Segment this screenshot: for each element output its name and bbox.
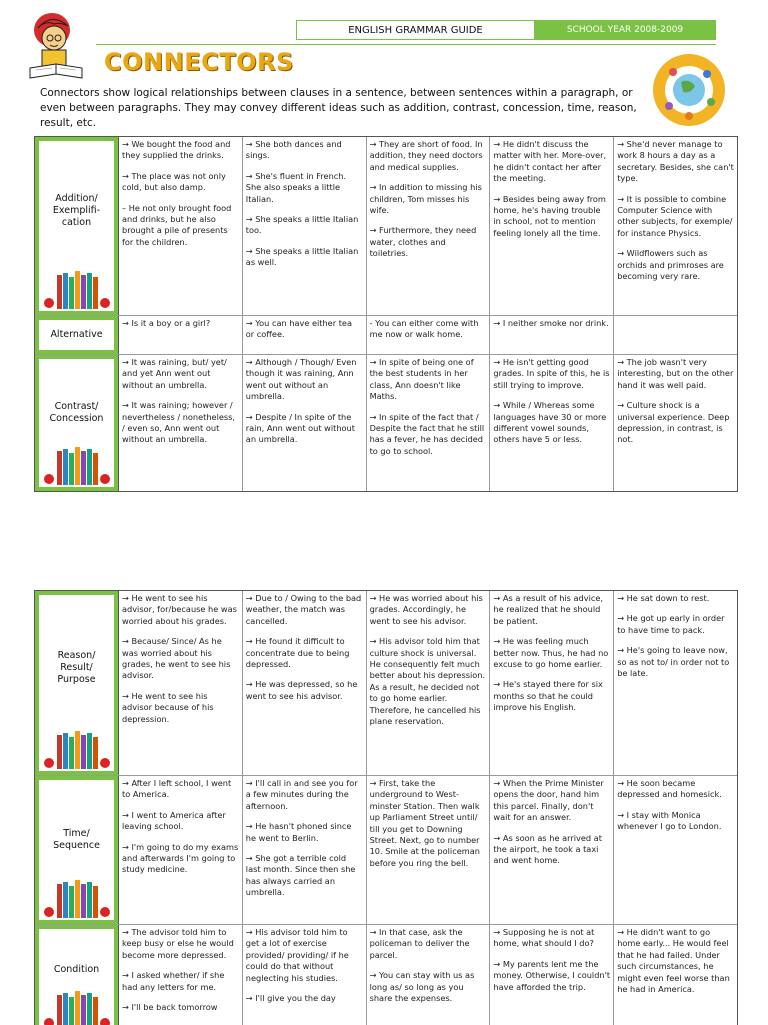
- example-cell: [367, 355, 491, 491]
- example-cell: [490, 137, 614, 315]
- example-text: → She speaks a little Italian too.: [245, 214, 359, 236]
- reading-child-illustration: [24, 8, 88, 84]
- example-cell: [614, 355, 737, 491]
- example-text: → When the Prime Minister opens the door, hand him this parcel. Finally, don't wait for an answer.: [493, 778, 604, 823]
- example-text: → I'll give you the day: [245, 993, 336, 1004]
- example-text: → Supposing he is not at home, what should I do?: [493, 927, 595, 949]
- category-cell: [35, 137, 119, 315]
- example-text: → He got up early in order to have time to pack.: [617, 613, 725, 635]
- example-cell: [119, 316, 243, 354]
- example-text: → Due to / Owing to the bad weather, the match was cancelled.: [245, 593, 362, 626]
- intro-text: Connectors show logical relationships between clauses in a sentence, between sentences within a paragraph, or even between paragraphs. They may convey different ideas such as addition, contrast, concession, time, reason, result, etc.: [40, 87, 637, 129]
- example-cell: [490, 925, 614, 1025]
- books-apple-icon: [43, 267, 111, 309]
- example-text: → As soon as he arrived at the airport, he took a taxi and went home.: [493, 832, 602, 866]
- example-cell: [119, 591, 243, 775]
- example-text: → After I left school, I went to America.: [122, 778, 232, 800]
- category-box: [39, 320, 114, 350]
- row-alternative: [35, 316, 737, 355]
- example-text: → He was worried about his grades. Accordingly, he went to see his advisor.: [369, 593, 483, 626]
- example-text: → You can have either tea or coffee.: [245, 318, 352, 340]
- example-text: → In spite of being one of the best students in her class, Ann doesn't like Maths.: [369, 357, 474, 402]
- example-text: – He not only brought food and drinks, but he also brought a pile of presents for the children.: [122, 202, 232, 247]
- example-text: → She'd never manage to work 8 hours a day as a secretary. Besides, she can't type.: [617, 139, 734, 184]
- example-text: → He didn't want to go home early... He would feel that he had failed. Under such circumstances, he might even feel worse than he had in America.: [617, 927, 730, 995]
- example-cell: [243, 925, 367, 1025]
- example-text: → Furthermore, they need water, clothes and toiletries.: [369, 225, 477, 259]
- example-text: → His advisor told him that culture shock is universal. He consequently felt much better about his depression. As a result, he decided not to go home earlier. Therefore, he cancelled his plane reservation.: [369, 636, 486, 727]
- example-cell: [367, 316, 491, 354]
- category-label: Condition: [53, 964, 100, 975]
- example-text: → The job wasn't very interesting, but on the other hand it was well paid.: [617, 357, 734, 390]
- example-cell: [243, 776, 367, 924]
- category-box: [39, 359, 114, 487]
- example-text: - You can either come with me now or walk home.: [369, 318, 479, 340]
- example-text: → He soon became depressed and homesick.: [617, 778, 722, 800]
- example-text: → In that case, ask the policeman to deliver the parcel.: [369, 927, 470, 960]
- example-text: → We bought the food and they supplied the drinks.: [122, 139, 231, 161]
- example-cell: [490, 355, 614, 491]
- example-cell: [119, 137, 243, 315]
- example-text: → The advisor told him to keep busy or else he would become more depressed.: [122, 927, 234, 960]
- example-text: → You can stay with us as long as/ so long as you share the expenses.: [369, 970, 475, 1004]
- category-label: Time/ Sequence: [53, 828, 100, 851]
- header-bar: [296, 20, 716, 40]
- example-cell: [119, 776, 243, 924]
- example-cell: [119, 355, 243, 491]
- example-text: → It was raining, but/ yet/ and yet Ann went out without an umbrella.: [122, 357, 227, 390]
- example-text: → He isn't getting good grades. In spite of this, he is still trying to improve.: [493, 357, 610, 390]
- connectors-table-2: [34, 590, 738, 1025]
- example-text: → Besides being away from home, he's having trouble in school, not to mention feeling lonely all the time.: [493, 193, 606, 238]
- example-cell: [490, 316, 614, 354]
- category-box: [39, 141, 114, 311]
- row-addition: [35, 137, 737, 316]
- example-cell: [367, 925, 491, 1025]
- example-cell: [490, 776, 614, 924]
- books-apple-icon: [43, 987, 111, 1025]
- example-text: → I neither smoke nor drink.: [493, 318, 609, 328]
- row-contrast: [35, 355, 737, 491]
- example-cell: [614, 776, 737, 924]
- example-cell: [367, 591, 491, 775]
- example-text: → He sat down to rest.: [617, 593, 710, 603]
- example-text: → His advisor told him to get a lot of exercise provided/ providing/ if he could do that without neglecting his studies.: [245, 927, 349, 983]
- example-text: → I'll be back tomorrow: [122, 1002, 218, 1013]
- example-cell: [243, 316, 367, 354]
- example-text: → He's going to leave now, so as not to/ in order not to be late.: [617, 645, 730, 679]
- category-label: Contrast/ Concession: [49, 401, 104, 424]
- example-text: → He was feeling much better now. Thus, he had no excuse to go home earlier.: [493, 636, 609, 670]
- school-year-label: SCHOOL YEAR 2008-2009: [534, 20, 716, 40]
- example-text: → I'm going to do my exams and afterwards I'm going to study medicine.: [122, 841, 239, 875]
- example-text: → The place was not only cold, but also damp.: [122, 170, 226, 193]
- books-apple-icon: [43, 443, 111, 485]
- category-cell: [35, 355, 119, 491]
- example-cell: [614, 591, 737, 775]
- example-text: → I'll call in and see you for a few minutes during the afternoon.: [245, 778, 358, 811]
- row-reason: [35, 591, 737, 776]
- books-apple-icon: [43, 876, 111, 918]
- guide-label: ENGLISH GRAMMAR GUIDE: [296, 20, 534, 40]
- example-cell: [614, 137, 737, 315]
- example-cell: [614, 316, 737, 354]
- example-text: → She both dances and sings.: [245, 139, 342, 161]
- category-label: Reason/ Result/ Purpose: [57, 650, 96, 685]
- example-text: → While / Whereas some languages have 30 or more different vowel sounds, others have 5 or less.: [493, 400, 607, 445]
- example-text: → Although / Though/ Even though it was raining, Ann went out without an umbrella.: [245, 357, 357, 402]
- example-text: → I stay with Monica whenever I go to London.: [617, 809, 722, 832]
- category-box: [39, 780, 114, 920]
- category-cell: [35, 591, 119, 775]
- example-text: → Culture shock is a universal experience. Deep depression, in contrast, is not.: [617, 400, 730, 445]
- children-globe-illustration: [651, 52, 727, 128]
- example-text: → As a result of his advice, he realized that he should be patient.: [493, 593, 604, 626]
- example-cell: [367, 776, 491, 924]
- example-text: → Is it a boy or a girl?: [122, 318, 211, 328]
- example-text: → They are short of food. In addition, they need doctors and medical supplies.: [369, 139, 483, 172]
- example-text: → He's stayed there for six months so that he could improve his English.: [493, 679, 603, 713]
- category-cell: [35, 776, 119, 924]
- example-text: → He went to see his advisor because of his depression.: [122, 690, 214, 724]
- example-cell: [490, 591, 614, 775]
- example-text: → He was depressed, so he went to see his advisor.: [245, 679, 358, 701]
- example-cell: [367, 137, 491, 315]
- header-rule: [96, 44, 716, 45]
- example-cell: [119, 925, 243, 1025]
- connectors-table-1: [34, 136, 738, 492]
- row-time: [35, 776, 737, 925]
- category-cell: [35, 316, 119, 354]
- category-label: Alternative: [50, 329, 103, 340]
- example-text: → She got a terrible cold last month. Since then she has always carried an umbrella.: [245, 853, 356, 898]
- example-text: → First, take the underground to West-minster Station. Then walk up Parliament Street until/ till you get to Downing Street. Next, go to number 10. Smile at the policeman before you ring the bell.: [369, 778, 480, 868]
- example-text: → It was raining; however / nevertheless / nonetheless, / even so, Ann went out without an umbrella.: [122, 400, 236, 445]
- category-label: Addition/ Exemplifi- cation: [52, 193, 101, 228]
- example-text: → In spite of the fact that / Despite the fact that he still has a fever, he has decided to go to school.: [369, 411, 485, 456]
- example-cell: [614, 925, 737, 1025]
- example-text: → I asked whether/ if she had any letters for me.: [122, 970, 225, 992]
- example-text: → She's fluent in French. She also speaks a little Italian.: [245, 170, 347, 204]
- example-text: → He went to see his advisor, for/because he was worried about his grades.: [122, 593, 237, 626]
- example-text: → My parents lent me the money. Otherwise, I couldn't have afforded the trip.: [493, 958, 611, 992]
- example-text: → He didn't discuss the matter with her. More-over, he didn't contact her after the meeting.: [493, 139, 607, 184]
- books-apple-icon: [43, 727, 111, 769]
- category-box: [39, 595, 114, 771]
- category-cell: [35, 925, 119, 1025]
- example-text: → He hasn't phoned since he went to Berlin.: [245, 821, 352, 843]
- page-title: CONNECTORS: [104, 48, 294, 76]
- row-condition: [35, 925, 737, 1025]
- example-cell: [243, 355, 367, 491]
- example-cell: [243, 591, 367, 775]
- example-text: → Because/ Since/ As he was worried about his grades, he went to see his advisor.: [122, 636, 231, 681]
- example-text: → It is possible to combine Computer Science with other subjects, for exemple/ for instance Physics.: [617, 193, 733, 238]
- example-text: → She speaks a little Italian as well.: [245, 245, 359, 268]
- category-box: [39, 929, 114, 1025]
- example-text: → In addition to missing his children, Tom misses his wife.: [369, 182, 482, 216]
- example-text: → Wildflowers such as orchids and primroses are becoming very rare.: [617, 248, 724, 282]
- example-cell: [243, 137, 367, 315]
- example-text: → I went to America after leaving school.: [122, 809, 226, 832]
- example-text: → Despite / In spite of the rain, Ann went out without an umbrella.: [245, 411, 355, 445]
- example-text: → He found it difficult to concentrate due to being depressed.: [245, 636, 350, 670]
